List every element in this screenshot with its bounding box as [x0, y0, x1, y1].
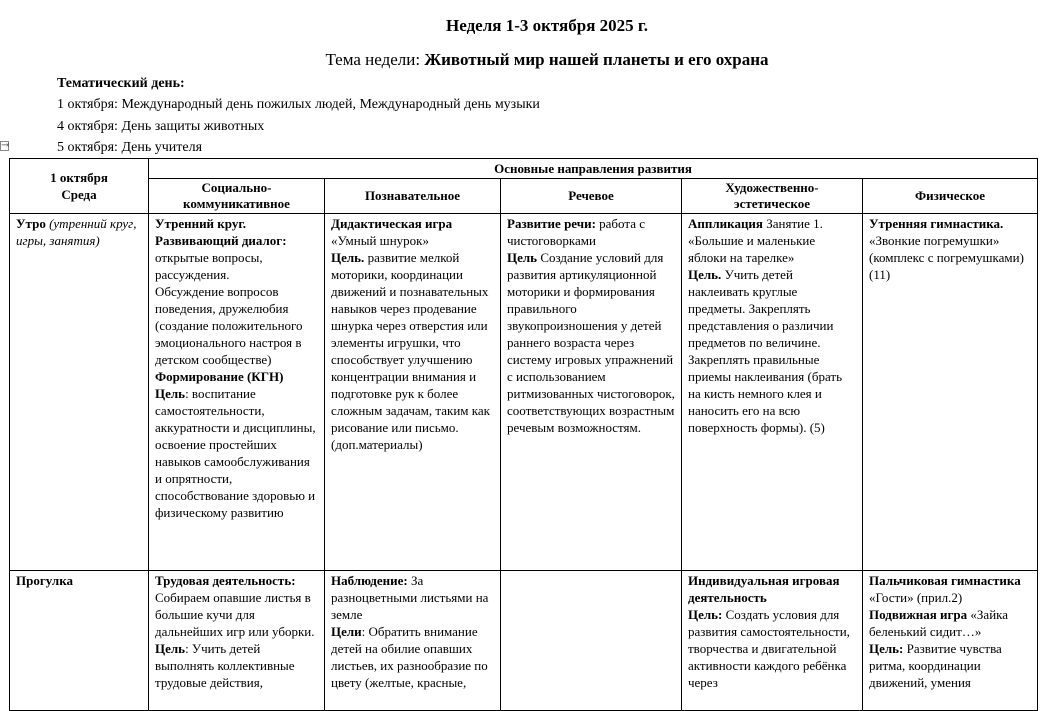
column-header-artistic: Художественно-эстетическое [682, 179, 863, 214]
cell [863, 571, 1038, 711]
cell-paragraph: Дидактическая игра [331, 216, 453, 231]
cell-paragraph: «Гости» (прил.2) [869, 590, 963, 605]
cell [682, 571, 863, 711]
column-header-social: Социально-коммуникативное [149, 179, 325, 214]
cell-paragraph: Развитие речи: работа с чистоговорками [507, 216, 645, 248]
cell-paragraph: Утренний круг. [155, 216, 247, 231]
theme-text: Животный мир нашей планеты и его охрана [424, 50, 769, 69]
table-row-walk [10, 571, 1038, 711]
cell-paragraph: Цель: Учить детей выполнять коллективные трудовые действия, [155, 641, 295, 690]
cell [501, 214, 682, 571]
cell-paragraph: Цель. Учить детей наклеивать круглые предметы. Закреплять представления о различии предметов по величине. Закреплять правильные приемы наклеивания (брать на кисть немного клея и наносить его на всю поверхность формы). (5) [688, 267, 843, 435]
cell-paragraph: Цель Создание условий для развития артикуляционной моторики и формирования правильного звукопроизношения у детей раннего возраста через систему игровых упражнений с использованием ритмизованных чистоговорок, соответствующих возрастным речевым возможностям. [507, 250, 675, 435]
cell-paragraph: Индивидуальная игровая деятельность [688, 573, 840, 605]
theme-prefix: Тема недели: [325, 50, 425, 69]
cell-paragraph: Пальчиковая гимнастика [869, 573, 1021, 588]
cell-paragraph: Развивающий диалог: открытые вопросы, рассуждения. [155, 233, 287, 282]
thematic-day-2: 4 октября: День защиты животных [57, 119, 265, 134]
cell [682, 214, 863, 571]
table-anchor-icon[interactable]: ⇥ [1, 140, 10, 151]
cell [149, 571, 325, 711]
thematic-day-label: Тематический день: [57, 76, 185, 91]
cell-paragraph: Обсуждение вопросов поведения, дружелюбия (создание положительного эмоционального настроя в детском сообществе) [155, 284, 303, 367]
cell-paragraph: Цель: Создать условия для развития самостоятельности, творчества и двигательной активности каждого ребёнка через [688, 607, 850, 690]
date-line: 1 октября [50, 170, 108, 185]
main-directions-header: Основные направления развития [149, 159, 1038, 179]
cell-paragraph: «Умный шнурок» [331, 233, 429, 248]
cell-paragraph: Утренняя гимнастика. «Звонкие погремушки» (комплекс с погремушками) (11) [869, 216, 1024, 282]
date-header [10, 159, 149, 214]
column-header-physical: Физическое [863, 179, 1038, 214]
table-row-morning [10, 214, 1038, 571]
cell-paragraph: Подвижная игра «Зайка беленький сидит…» [869, 607, 1009, 639]
schedule-table [9, 158, 1038, 711]
cell [149, 214, 325, 571]
cell-paragraph: Цель. развитие мелкой моторики, координации движений и познавательных навыков через продевание шнурка через отверстия или элементы игрушки, что способствует улучшению концентрации внимания и подготовке рук к более сложным задачам, таким как рисование или письмо. (доп.материалы) [331, 250, 490, 452]
column-header-cognitive: Познавательное [325, 179, 501, 214]
thematic-day-3: 5 октября: День учителя [57, 140, 203, 155]
cell-paragraph: Аппликация Занятие 1. «Большие и маленькие яблоки на тарелке» [688, 216, 823, 265]
cell-paragraph: Трудовая деятельность: Собираем опавшие листья в большие кучи для дальнейших игр или уборки. [155, 573, 315, 639]
cell [325, 214, 501, 571]
cell [863, 214, 1038, 571]
thematic-day-1: 1 октября: Международный день пожилых людей, Международный день музыки [57, 97, 540, 112]
row-label-walk: Прогулка [10, 571, 149, 711]
cell [501, 571, 682, 711]
cell-paragraph: Формирование (КГН) [155, 369, 284, 384]
cell-paragraph: Цель: Развитие чувства ритма, координации движений, умения [869, 641, 1002, 690]
week-theme [0, 50, 1044, 70]
page-title: Неделя 1-3 октября 2025 г. [446, 16, 648, 35]
column-header-speech: Речевое [501, 179, 682, 214]
cell-paragraph: Цели: Обратить внимание детей на обилие опавших листьев, их разнообразие по цвету (желтые, красные, [331, 624, 488, 690]
cell-paragraph: Цель: воспитание самостоятельности, аккуратности и дисциплины, освоение простейших навыков самообслуживания и опрятности, способствование здоровью и физическому развитию [155, 386, 316, 520]
row-label-morning: Утро (утренний круг, игры, занятия) [10, 214, 149, 571]
cell-paragraph: Наблюдение: За разноцветными листьями на земле [331, 573, 489, 622]
cell [325, 571, 501, 711]
weekday-line: Среда [61, 187, 97, 202]
